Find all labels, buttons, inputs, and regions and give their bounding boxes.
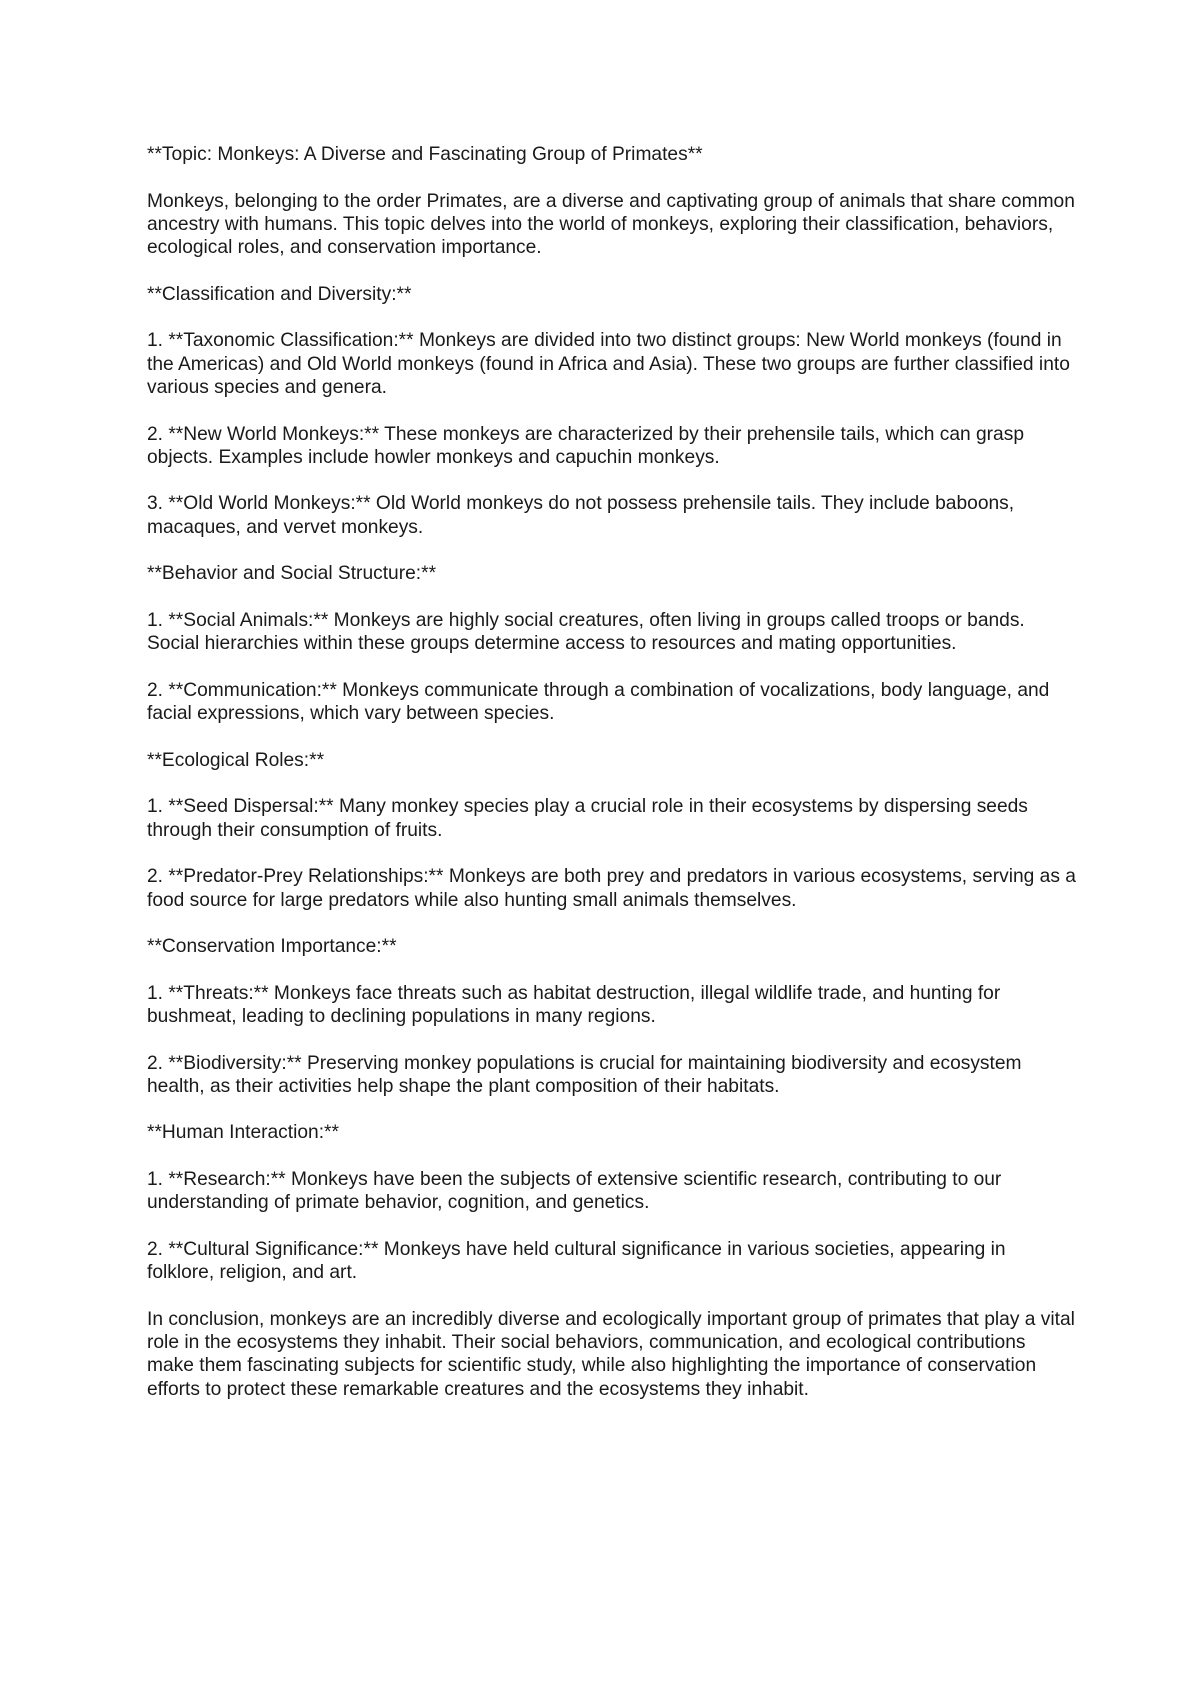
list-item: 2. **Cultural Significance:** Monkeys have held cultural significance in various societies, appearing in folklore, religion, and art. [147,1238,1006,1284]
conclusion-paragraph: In conclusion, monkeys are an incredibly diverse and ecologically important group of primates that play a vital role in the ecosystems they inhabit. Their social behaviors, communication, and ecological contributions make them fascinating subjects for scientific study, while also highlighting the importance of conservation efforts to protect these remarkable creatures and the ecosystems they inhabit. [147,1308,1075,1400]
document-page [147,143,1077,1424]
list-item: 2. **Predator-Prey Relationships:** Monkeys are both prey and predators in various ecosystems, serving as a food source for large predators while also hunting small animals themselves. [147,866,1076,911]
section-heading-human-interaction: **Human Interaction:** [147,1122,339,1144]
section-heading-behavior: **Behavior and Social Structure:** [147,563,437,585]
list-item: 1. **Social Animals:** Monkeys are highly social creatures, often living in groups called troops or bands. Social hierarchies within these groups determine access to resources and mating opportunities. [147,609,1025,655]
list-item: 1. **Threats:** Monkeys face threats such as habitat destruction, illegal wildlife trade, and hunting for bushmeat, leading to declining populations in many regions. [147,982,1001,1027]
section-heading-conservation: **Conservation Importance:** [147,936,397,958]
list-item: 1. **Taxonomic Classification:** Monkeys are divided into two distinct groups: New World monkeys (found in the Americas) and Old World monkeys (found in Africa and Asia). These two groups are further classified into various species and genera. [147,330,1070,398]
list-item: 1. **Research:** Monkeys have been the subjects of extensive scientific research, contributing to our understanding of primate behavior, cognition, and genetics. [147,1169,1002,1214]
section-heading-ecological-roles: **Ecological Roles:** [147,749,325,771]
section-heading-classification: **Classification and Diversity:** [147,283,412,305]
list-item: 2. **New World Monkeys:** These monkeys are characterized by their prehensile tails, which can grasp objects. Examples include howler monkeys and capuchin monkeys. [147,423,1024,468]
list-item: 2. **Biodiversity:** Preserving monkey populations is crucial for maintaining biodiversity and ecosystem health, as their activities help shape the plant composition of their habitats. [147,1052,1022,1097]
document-title: **Topic: Monkeys: A Diverse and Fascinating Group of Primates** [147,144,703,165]
intro-paragraph: Monkeys, belonging to the order Primates, are a diverse and captivating group of animals that share common ancestry with humans. This topic delves into the world of monkeys, exploring their classification, behaviors, ecological roles, and conservation importance. [147,190,1075,259]
list-item: 3. **Old World Monkeys:** Old World monkeys do not possess prehensile tails. They include baboons, macaques, and vervet monkeys. [147,493,1015,538]
list-item: 1. **Seed Dispersal:** Many monkey species play a crucial role in their ecosystems by dispersing seeds through their consumption of fruits. [147,796,1028,841]
list-item: 2. **Communication:** Monkeys communicate through a combination of vocalizations, body language, and facial expressions, which vary between species. [147,679,1050,725]
